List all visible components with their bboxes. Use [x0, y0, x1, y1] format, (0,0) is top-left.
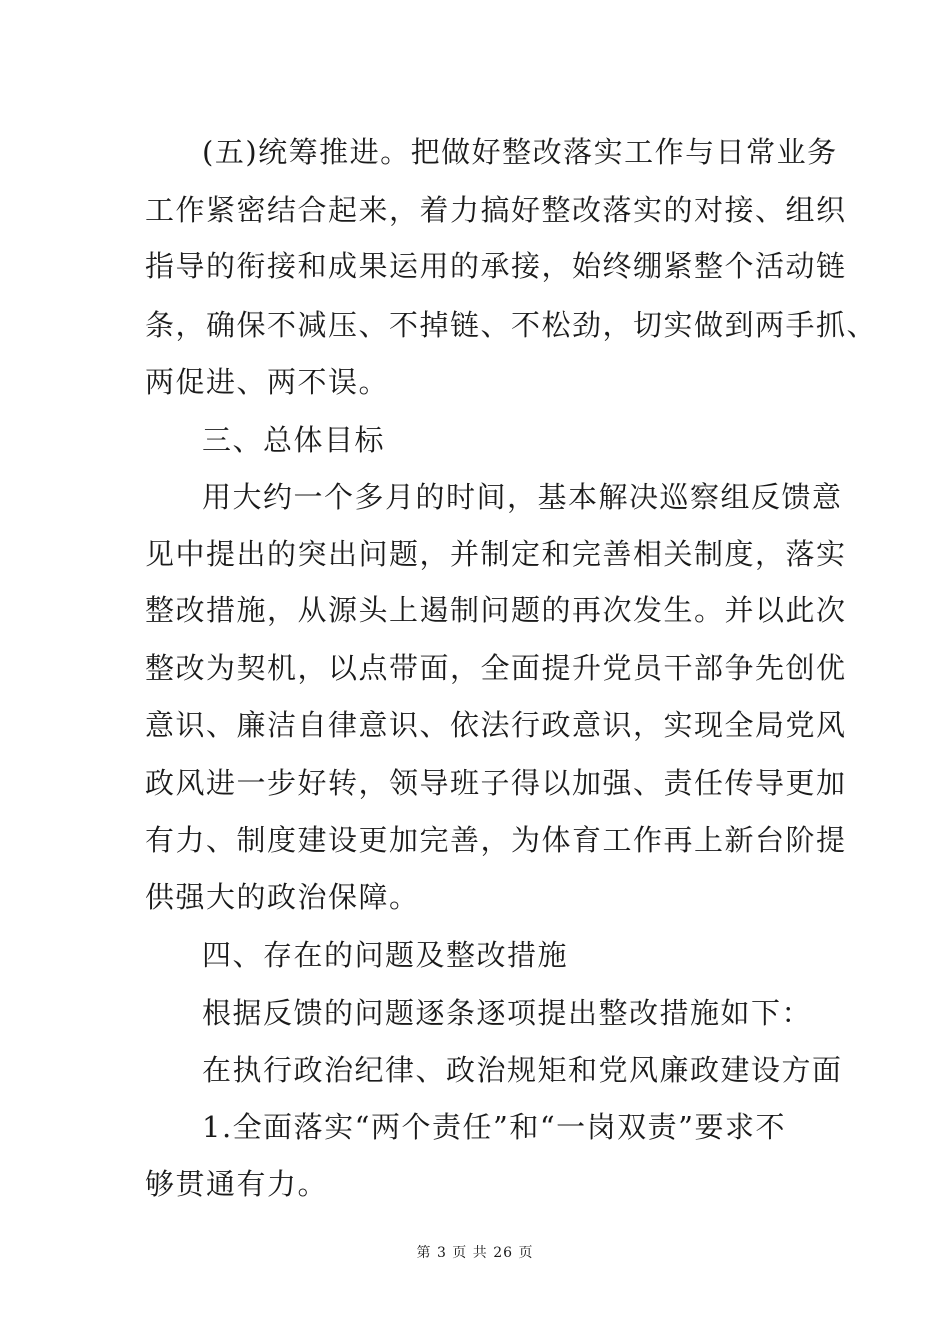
paragraph-line: 两促进、两不误。 [145, 365, 390, 399]
paragraph-line: 1.全面落实“两个责任”和“一岗双责”要求不 [202, 1110, 786, 1144]
section-heading: 三、总体目标 [202, 423, 386, 457]
paragraph-line: 供强大的政治保障。 [145, 880, 420, 914]
paragraph-line: 有力、制度建设更加完善，为体育工作再上新台阶提 [145, 823, 847, 857]
paragraph-line: 政风进一步好转，领导班子得以加强、责任传导更加 [145, 766, 847, 800]
paragraph-line: 够贯通有力。 [145, 1167, 329, 1201]
page-number-footer: 第 3 页 共 26 页 [416, 1245, 534, 1261]
paragraph-line: 根据反馈的问题逐条逐项提出整改措施如下： [202, 996, 813, 1030]
paragraph-line: 整改措施，从源头上遏制问题的再次发生。并以此次 [145, 593, 847, 627]
paragraph-line: 意识、廉洁自律意识、依法行政意识，实现全局党风 [145, 708, 847, 742]
paragraph-line: 在执行政治纪律、政治规矩和党风廉政建设方面 [202, 1053, 843, 1087]
paragraph-line: (五)统筹推进。把做好整改落实工作与日常业务 [202, 135, 838, 169]
paragraph-line: 见中提出的突出问题，并制定和完善相关制度，落实 [145, 537, 847, 571]
paragraph-line: 整改为契机，以点带面，全面提升党员干部争先创优 [145, 651, 847, 685]
paragraph-line: 用大约一个多月的时间，基本解决巡察组反馈意 [202, 480, 843, 514]
paragraph-line: 工作紧密结合起来，着力搞好整改落实的对接、组织 [145, 193, 847, 227]
section-heading: 四、存在的问题及整改措施 [202, 938, 569, 972]
paragraph-line: 指导的衔接和成果运用的承接，始终绷紧整个活动链 [145, 249, 847, 283]
paragraph-line: 条，确保不减压、不掉链、不松劲，切实做到两手抓、 [145, 308, 878, 342]
